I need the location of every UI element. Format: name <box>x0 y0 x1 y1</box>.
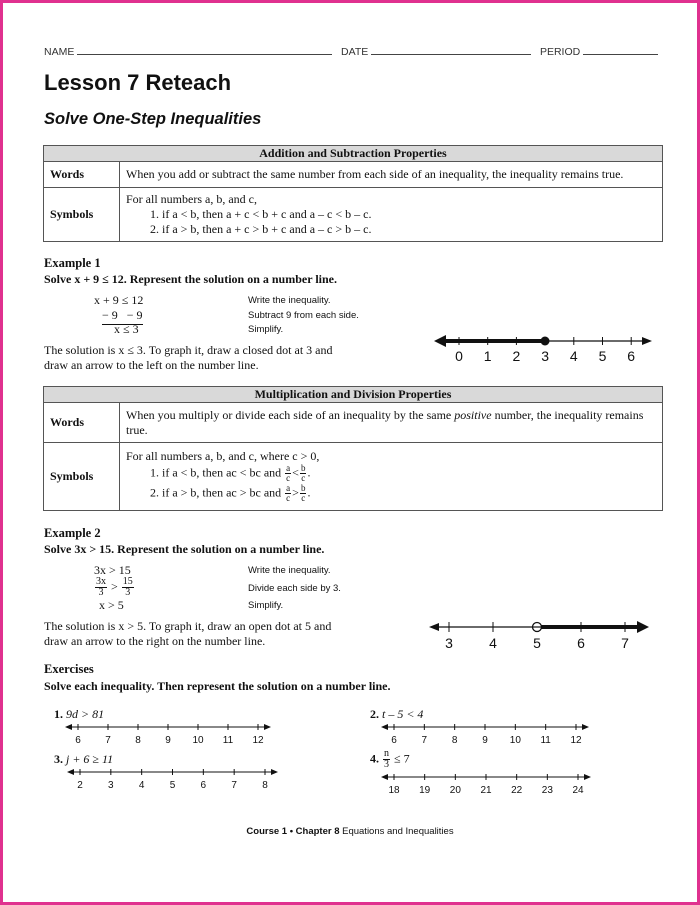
tick-label: 2 <box>77 780 83 791</box>
tick-label: 20 <box>449 785 461 796</box>
example2-note1: Write the inequality. <box>248 565 331 576</box>
exercise-4: 4. $\frac{n}{3}$ ≤ 7 <box>370 748 410 770</box>
footer <box>0 826 700 837</box>
tick-label: 21 <box>480 785 492 796</box>
left-arrow-icon <box>65 724 72 730</box>
tick-label: 18 <box>388 785 400 796</box>
exercise-1-number-line[interactable] <box>64 721 279 749</box>
tick-label: 7 <box>421 735 428 746</box>
tick-label: 8 <box>135 735 141 746</box>
date-field[interactable] <box>371 44 531 55</box>
example1-step3: x ≤ 3 <box>114 322 139 336</box>
period-field[interactable] <box>583 44 658 55</box>
right-arrow-icon <box>264 724 271 730</box>
table1-words-text: When you add or subtract the same number from each side of an inequality, the inequality remains true. <box>120 162 663 188</box>
tick-label: 6 <box>577 635 585 651</box>
example2-step2: $\frac{3x}{3}$ > $\frac{15}{3}$ <box>96 576 133 598</box>
table2-sym-line2: 2. if a > b, then ac > bc and $\frac{a}{c}$ > $\frac{b}{c}$ . <box>150 483 311 503</box>
tick-label: 5 <box>169 780 176 791</box>
page-title: Lesson 7 Reteach <box>44 70 232 95</box>
table2-symbols-label: Symbols <box>44 443 120 511</box>
exercise-3-number-line[interactable] <box>66 766 286 794</box>
exercise-1: 1. 9d > 81 <box>54 707 105 721</box>
table2-words-post: number, the inequality remains true. <box>126 407 644 437</box>
tick-label: 11 <box>222 735 234 746</box>
table1-words-label: Words <box>44 162 120 188</box>
example1-note1: Write the inequality. <box>248 295 331 306</box>
tick-label: 1 <box>483 348 492 364</box>
example2-solution: The solution is x > 5. To graph it, draw an open dot at 5 and draw an arrow to the right on the number line. <box>44 619 332 648</box>
right-arrow-icon <box>637 621 649 633</box>
tick-label: 24 <box>572 785 584 796</box>
tick-label: 9 <box>165 735 171 746</box>
exercise-2-number-line[interactable] <box>380 721 595 749</box>
left-arrow-icon <box>429 623 439 631</box>
example2-note2: Divide each side by 3. <box>248 583 341 594</box>
table1-sym-intro: For all numbers a, b, and c, <box>126 192 257 206</box>
addition-subtraction-table <box>43 145 663 242</box>
exercise-4-number-line[interactable] <box>380 771 600 799</box>
name-label: NAME <box>44 46 75 58</box>
tick-label: 19 <box>419 785 431 796</box>
tick-label: 7 <box>105 735 111 746</box>
example1-prompt: Solve x + 9 ≤ 12. Represent the solution on a number line. <box>44 272 337 286</box>
date-label: DATE <box>341 46 369 58</box>
tick-label: 5 <box>533 635 541 651</box>
example2-heading: Example 2 <box>44 526 101 540</box>
example1-note2: Subtract 9 from each side. <box>248 310 359 321</box>
tick-label: 4 <box>569 348 578 364</box>
tick-label: 3 <box>445 635 453 651</box>
tick-label: 7 <box>231 780 237 791</box>
tick-label: 12 <box>252 735 264 746</box>
tick-label: 7 <box>621 635 629 651</box>
tick-label: 23 <box>541 785 553 796</box>
footer-rest: Equations and Inequalities <box>342 826 454 837</box>
example1-solution: The solution is x ≤ 3. To graph it, draw a closed dot at 3 and draw an arrow to the left on the number line. <box>44 343 333 372</box>
example1-number-line <box>430 330 660 370</box>
tick-label: 6 <box>627 348 636 364</box>
footer-course: Course 1 • Chapter 8 <box>246 826 340 837</box>
exercises-heading: Exercises <box>44 662 94 676</box>
exercises-instructions: Solve each inequality. Then represent the solution on a number line. <box>44 679 391 693</box>
tick-label: 3 <box>541 348 549 364</box>
right-arrow-icon <box>642 337 652 345</box>
left-arrow-icon <box>67 769 74 775</box>
table1-sym-line2: 2. if a > b, then a + c > b + c and a – c > b – c. <box>150 222 372 236</box>
tick-label: 22 <box>511 785 523 796</box>
example1-step1: x + 9 ≤ 12 <box>94 293 144 307</box>
tick-label: 6 <box>75 735 81 746</box>
right-arrow-icon <box>584 774 591 780</box>
tick-label: 10 <box>509 735 521 746</box>
example1-note3: Simplify. <box>248 324 284 335</box>
example1-heading: Example 1 <box>44 256 101 270</box>
table2-words-em: positive <box>454 407 492 422</box>
table2-heading: Multiplication and Division Properties <box>44 387 663 403</box>
example2-prompt: Solve 3x > 15. Represent the solution on a number line. <box>44 542 325 556</box>
example1-step2: − 9 − 9 <box>102 308 143 325</box>
left-arrow-icon <box>434 335 446 347</box>
example2-step3: x > 5 <box>99 598 124 612</box>
closed-dot <box>541 337 550 346</box>
tick-label: 12 <box>570 735 582 746</box>
table1-symbols-label: Symbols <box>44 188 120 242</box>
table1-sym-line1: 1. if a < b, then a + c < b + c and a – c < b – c. <box>150 207 372 221</box>
multiplication-division-table <box>43 386 663 511</box>
tick-label: 8 <box>451 735 458 746</box>
tick-label: 2 <box>512 348 521 364</box>
tick-label: 6 <box>391 735 397 746</box>
example2-step1: 3x > 15 <box>94 563 131 577</box>
header-fields <box>44 44 658 58</box>
tick-label: 10 <box>192 735 204 746</box>
page-subtitle: Solve One-Step Inequalities <box>44 110 262 128</box>
example2-note3: Simplify. <box>248 600 284 611</box>
table2-sym-intro: For all numbers a, b, and c, where c > 0, <box>126 449 320 463</box>
table2-words-pre: When you multiply or divide each side of an inequality by the same <box>126 407 455 422</box>
table2-sym-line1: 1. if a < b, then ac < bc and $\frac{a}{c}$ < $\frac{b}{c}$ . <box>150 463 311 483</box>
left-arrow-icon <box>381 774 388 780</box>
table1-heading: Addition and Subtraction Properties <box>44 146 663 162</box>
name-field[interactable] <box>77 44 332 55</box>
right-arrow-icon <box>582 724 589 730</box>
tick-label: 4 <box>489 635 497 651</box>
tick-label: 5 <box>598 348 607 364</box>
exercise-2: 2. t – 5 < 4 <box>370 707 424 721</box>
tick-label: 8 <box>262 780 268 791</box>
exercise-3: 3. j + 6 ≥ 11 <box>54 752 114 766</box>
left-arrow-icon <box>381 724 388 730</box>
table2-words-label: Words <box>44 403 120 443</box>
tick-label: 6 <box>200 780 207 791</box>
example2-number-line <box>425 616 655 656</box>
tick-label: 11 <box>540 735 551 746</box>
right-arrow-icon <box>271 769 278 775</box>
period-label: PERIOD <box>539 46 581 58</box>
tick-label: 9 <box>482 735 488 746</box>
tick-label: 4 <box>138 780 145 791</box>
tick-label: 3 <box>108 780 114 791</box>
tick-label: 0 <box>455 348 463 364</box>
